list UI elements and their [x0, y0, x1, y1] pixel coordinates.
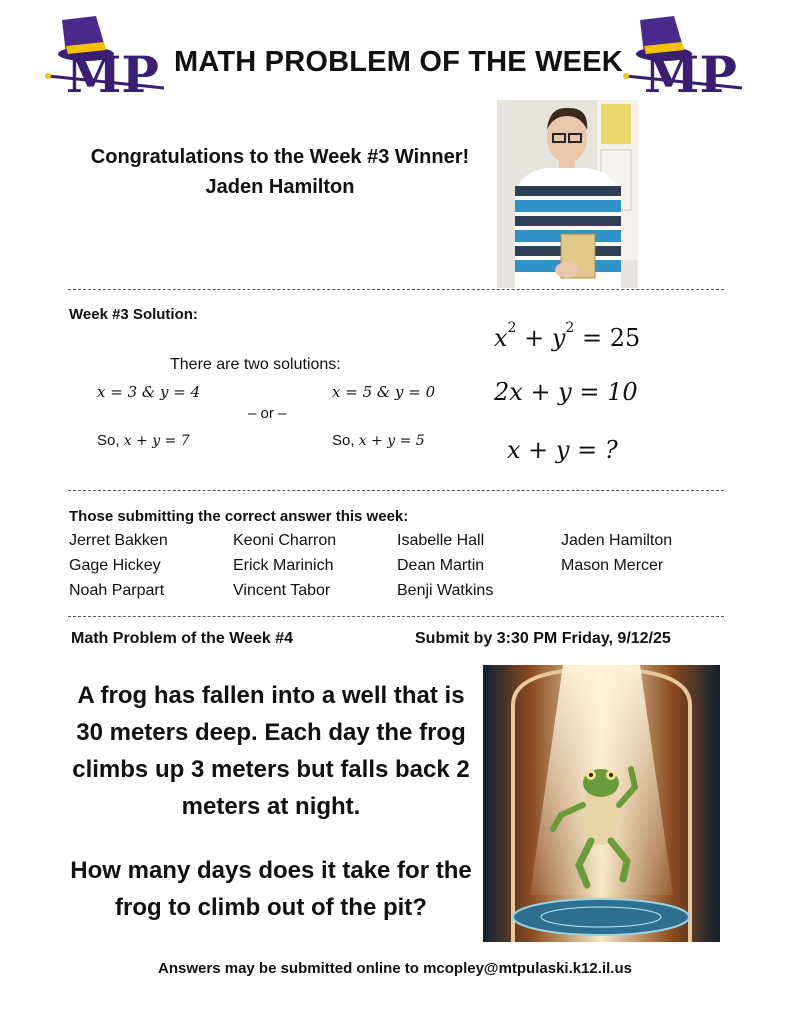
- list-item: Gage Hickey: [69, 557, 161, 574]
- problem-text: A frog has fallen into a well that is 30 meters deep. Each day the frog climbs up 3 meters but falls back 2 meters at night.: [72, 682, 470, 820]
- list-item: Dean Martin: [397, 557, 485, 574]
- section-divider: [68, 490, 724, 491]
- list-item: Vincent Tabor: [233, 582, 331, 599]
- list-item: Mason Mercer: [561, 557, 664, 574]
- solution-left-sum: [97, 432, 190, 449]
- eq-rhs: = 25: [581, 324, 641, 352]
- list-item: Keoni Charron: [233, 532, 337, 549]
- right-sum-expression: x + y = 5: [358, 433, 425, 449]
- solution-heading: Week #3 Solution:: [69, 306, 198, 323]
- eq-variable-y: y: [551, 324, 566, 352]
- list-item: Noah Parpart: [69, 582, 165, 599]
- winner-congrats-line: Congratulations to the Week #3 Winner!: [90, 146, 470, 168]
- solution-right-values: x = 5 & y = 0: [332, 383, 436, 401]
- so-label: So,: [332, 432, 355, 449]
- list-item: Jaden Hamilton: [561, 532, 673, 549]
- winner-photo: [497, 100, 638, 288]
- student-photo-illustration: [497, 100, 638, 288]
- equation-question: x + y = ?: [507, 436, 618, 464]
- mp-logo-right: [622, 14, 746, 98]
- top-hat-wand-icon: [44, 14, 168, 98]
- winner-name: Jaden Hamilton: [205, 176, 355, 198]
- eq-variable-x: x: [494, 324, 508, 352]
- equation-circle: $x^2 + y^2 = 25$: [494, 320, 641, 352]
- left-sum-expression: x + y = 7: [123, 433, 190, 449]
- so-label: So,: [97, 432, 120, 449]
- winner-announcement: [50, 142, 510, 202]
- problem-question: How many days does it take for the frog to climb out of the pit?: [70, 857, 472, 921]
- solution-left-values: x = 3 & y = 4: [97, 383, 201, 401]
- frog-in-well-image: [483, 665, 720, 942]
- correct-answers-list: [69, 530, 729, 601]
- correct-answers-heading: Those submitting the correct answer this week:: [69, 508, 409, 525]
- page-title: MATH PROBLEM OF THE WEEK: [174, 46, 623, 78]
- frog-icon: [483, 665, 720, 942]
- list-item: Isabelle Hall: [397, 532, 485, 549]
- problem-due-date: Submit by 3:30 PM Friday, 9/12/25: [415, 630, 671, 647]
- solution-right-sum: [332, 432, 425, 449]
- svg-text:MP: MP: [644, 45, 737, 98]
- section-divider: [68, 289, 724, 290]
- solution-intro: There are two solutions:: [170, 356, 341, 373]
- submission-footer: Answers may be submitted online to mcopley@mtpulaski.k12.il.us: [158, 960, 632, 977]
- list-item: Jerret Bakken: [69, 532, 168, 549]
- mp-logo-left: [44, 14, 168, 98]
- section-divider: [68, 616, 724, 617]
- problem-label: Math Problem of the Week #4: [71, 630, 293, 647]
- list-item: Benji Watkins: [397, 582, 494, 599]
- top-hat-wand-icon: [622, 14, 746, 98]
- svg-text:MP: MP: [66, 45, 159, 98]
- eq-exponent: 2: [565, 320, 575, 336]
- solution-or: – or –: [248, 405, 287, 422]
- equation-line: 2x + y = 10: [494, 378, 638, 406]
- list-item: Erick Marinich: [233, 557, 334, 574]
- eq-exponent: 2: [507, 320, 517, 336]
